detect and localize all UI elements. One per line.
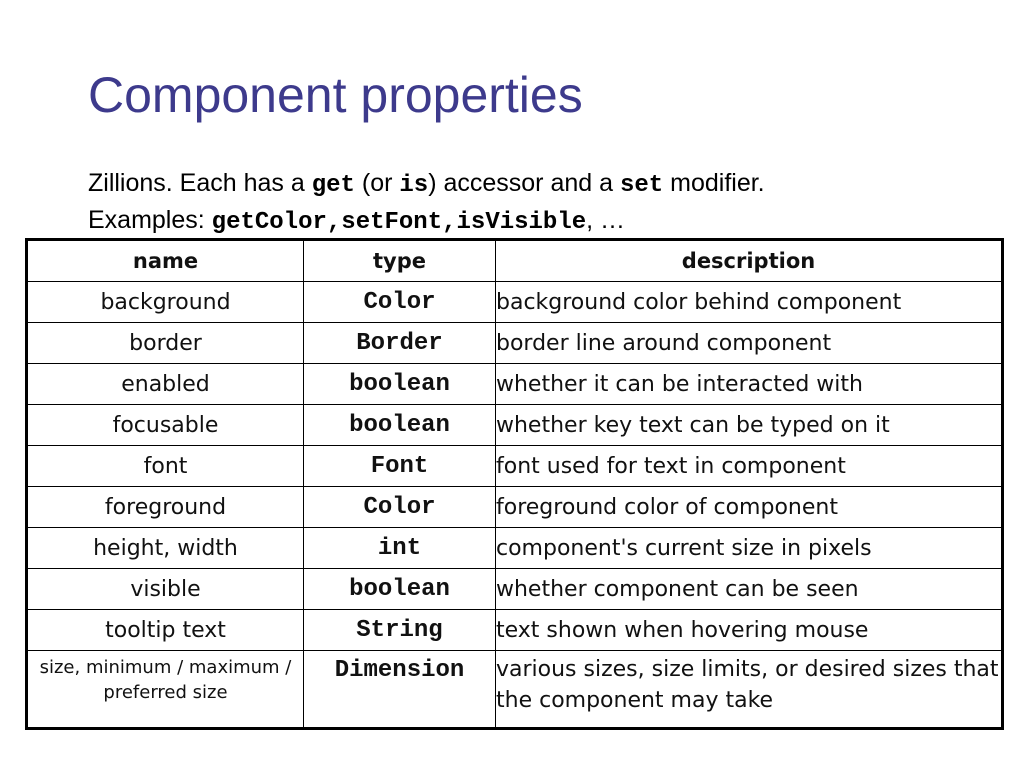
property-description: whether key text can be typed on it: [496, 405, 1003, 446]
property-description: text shown when hovering mouse: [496, 610, 1003, 651]
table-row: [27, 651, 1003, 729]
property-name: enabled: [27, 364, 304, 405]
property-description: various sizes, size limits, or desired sizes that the component may take: [496, 651, 1003, 729]
table-row: [27, 487, 1003, 528]
intro-text-segment: ) accessor and a: [428, 169, 620, 197]
property-name: border: [27, 323, 304, 364]
properties-table: [25, 238, 1004, 730]
property-description: foreground color of component: [496, 487, 1003, 528]
property-name: background: [27, 282, 304, 323]
table-row: [27, 610, 1003, 651]
code-get: get: [311, 172, 355, 199]
code-set: set: [619, 172, 664, 199]
property-description: component's current size in pixels: [496, 528, 1003, 569]
property-name: tooltip text: [27, 610, 304, 651]
property-description: border line around component: [496, 323, 1003, 364]
property-description: whether component can be seen: [496, 569, 1003, 610]
intro-text-segment: modifier.: [663, 169, 765, 197]
table-row: [27, 569, 1003, 610]
slide-title: Component properties: [88, 67, 583, 123]
property-description: font used for text in component: [496, 446, 1003, 487]
property-name: focusable: [27, 405, 304, 446]
table-row: [27, 405, 1003, 446]
table-row: [27, 364, 1003, 405]
header-type: type: [304, 240, 496, 282]
property-name: height, width: [27, 528, 304, 569]
property-description: background color behind component: [496, 282, 1003, 323]
property-type: boolean: [304, 405, 496, 446]
property-type: Font: [304, 446, 496, 487]
property-name: size, minimum / maximum / preferred size: [27, 651, 304, 729]
property-type: Color: [304, 282, 496, 323]
property-type: boolean: [304, 364, 496, 405]
property-type: Dimension: [304, 651, 496, 729]
intro-text-segment: , …: [586, 206, 626, 234]
header-name: name: [27, 240, 304, 282]
table-row: [27, 528, 1003, 569]
intro-text-segment: (or: [354, 169, 400, 197]
header-description: description: [496, 240, 1003, 282]
table-row: [27, 282, 1003, 323]
property-type: Color: [304, 487, 496, 528]
property-type: boolean: [304, 569, 496, 610]
property-type: int: [304, 528, 496, 569]
property-type: String: [304, 610, 496, 651]
property-type: Border: [304, 323, 496, 364]
code-is: is: [399, 172, 429, 199]
table-row: [27, 446, 1003, 487]
table-row: [27, 323, 1003, 364]
intro-text-segment: Zillions. Each has a: [88, 169, 312, 197]
intro-line-2: [88, 203, 765, 240]
property-description: whether it can be interacted with: [496, 364, 1003, 405]
property-name: visible: [27, 569, 304, 610]
property-name: foreground: [27, 487, 304, 528]
intro-text-segment: Examples:: [88, 206, 212, 234]
intro-line-1: [88, 166, 765, 203]
table-header-row: [27, 240, 1003, 282]
code-examples: getColor,setFont,isVisible: [211, 209, 587, 236]
intro-text: [88, 166, 765, 240]
property-name: font: [27, 446, 304, 487]
